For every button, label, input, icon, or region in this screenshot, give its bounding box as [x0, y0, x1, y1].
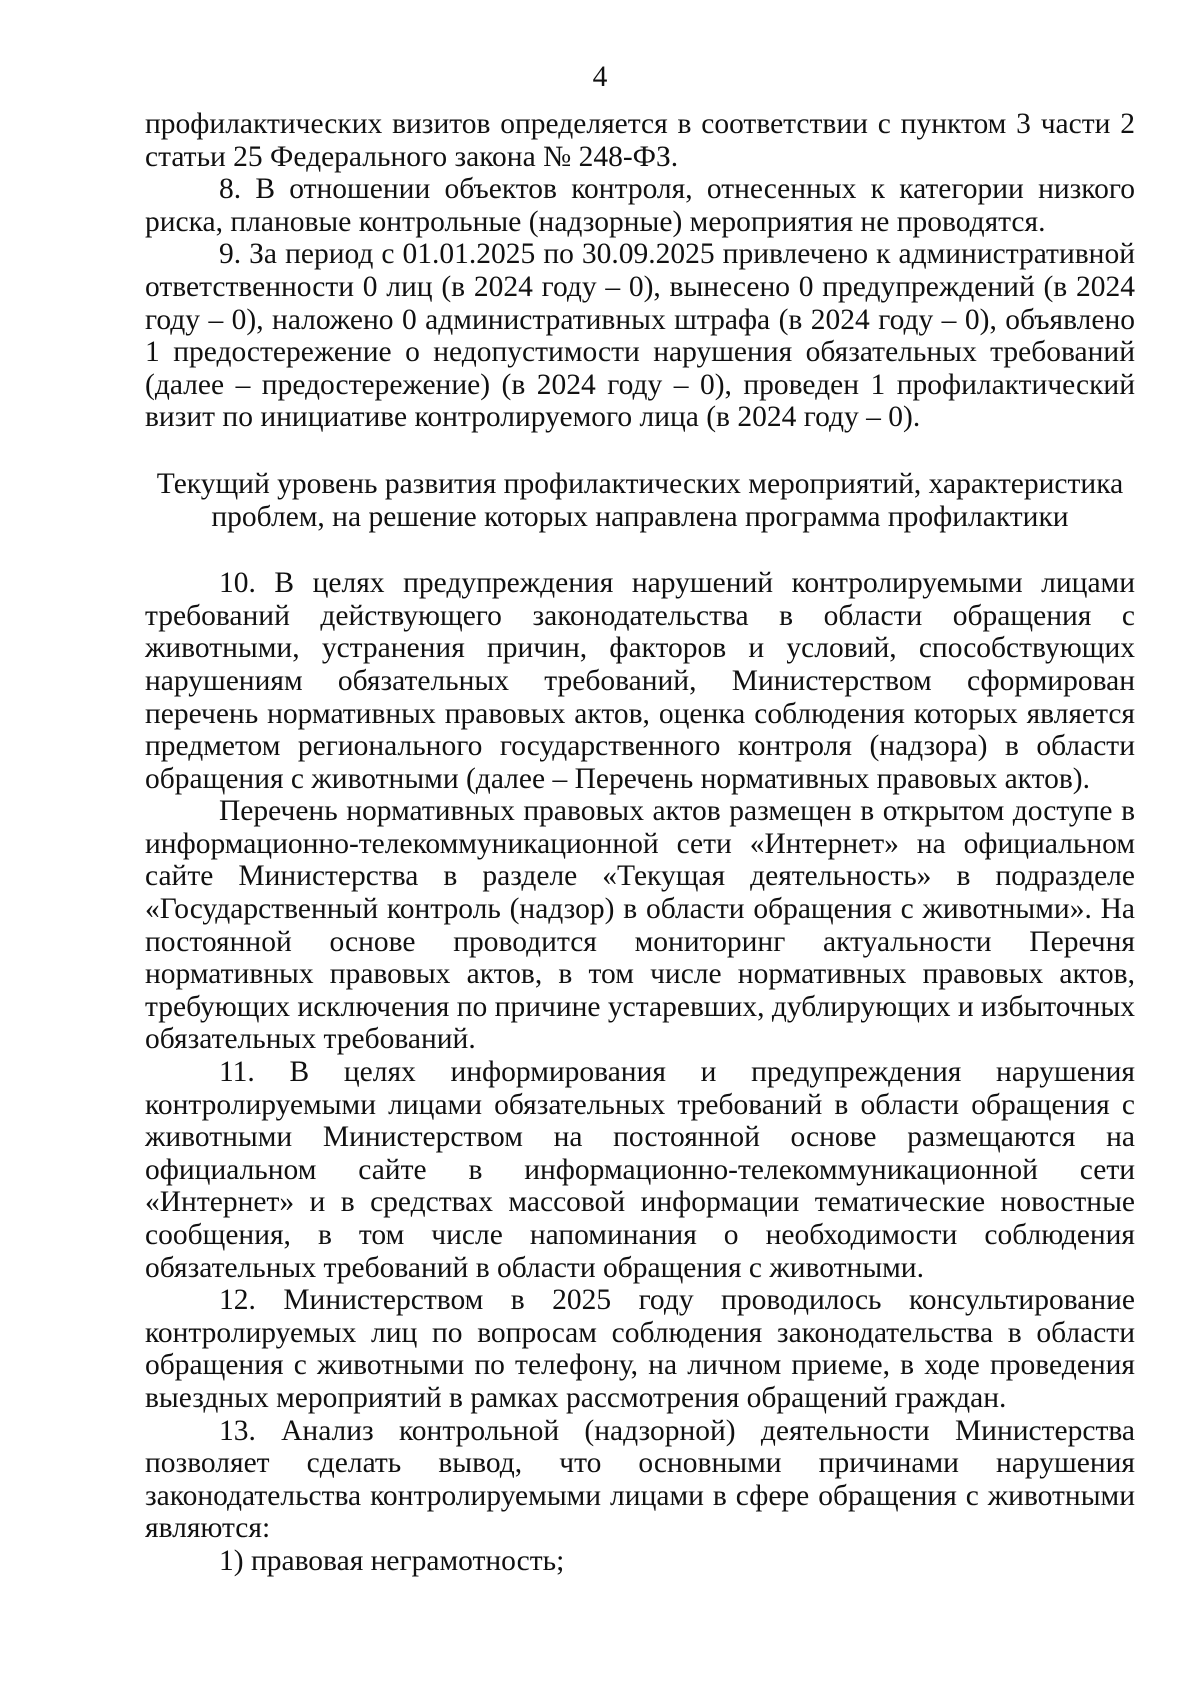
document-body: [145, 108, 1135, 1578]
paragraph-9: 9. За период с 01.01.2025 по 30.09.2025 привлечено к административной ответственности 0 лиц (в 2024 году – 0), вынесено 0 предупреждений (в 2024 году – 0), наложено 0 административных штрафа (в 2024 году – 0), объявлено 1 предостережение о недопустимости нарушения обязательных требований (далее – предостережение) (в 2024 году – 0), проведен 1 профилактический визит по инициативе контролируемого лица (в 2024 году – 0).: [145, 238, 1135, 434]
paragraph-13-item-1: 1) правовая неграмотность;: [219, 1544, 565, 1577]
paragraph-13: 13. Анализ контрольной (надзорной) деятельности Министерства позволяет сделать вывод, что основными причинами нарушения законодательства контролируемыми лицами в сфере обращения с животными являются:: [145, 1414, 1135, 1545]
section-heading-line-2: проблем, на решение которых направлена программа профилактики: [211, 500, 1069, 533]
section-heading: [145, 468, 1135, 533]
section-heading-line-1: Текущий уровень развития профилактических мероприятий, характеристика: [156, 467, 1124, 500]
paragraph-8: 8. В отношении объектов контроля, отнесенных к категории низкого риска, плановые контрольные (надзорные) мероприятия не проводятся.: [145, 173, 1135, 238]
paragraph-continuation: профилактических визитов определяется в соответствии с пунктом 3 части 2 статьи 25 Федерального закона № 248-ФЗ.: [145, 108, 1135, 173]
paragraph-11: 11. В целях информирования и предупреждения нарушения контролируемыми лицами обязательных требований в области обращения с животными Министерством на постоянной основе размещаются на официальном сайте в информационно-телекоммуникационной сети «Интернет» и в средствах массовой информации тематические новостные сообщения, в том числе напоминания о необходимости соблюдения обязательных требований в области обращения с животными.: [145, 1056, 1135, 1284]
paragraph-12: 12. Министерством в 2025 году проводилось консультирование контролируемых лиц по вопросам соблюдения законодательства в области обращения с животными по телефону, на личном приеме, в ходе проведения выездных мероприятий в рамках рассмотрения обращений граждан.: [145, 1284, 1135, 1414]
paragraph-10-list-publication: Перечень нормативных правовых актов размещен в открытом доступе в информационно-телекоммуникационной сети «Интернет» на официальном сайте Министерства в разделе «Текущая деятельность» в подразделе «Государственный контроль (надзор) в области обращения с животными». На постоянной основе проводится мониторинг актуальности Перечня нормативных правовых актов, в том числе нормативных правовых актов, требующих исключения по причине устаревших, дублирующих и избыточных обязательных требований.: [145, 795, 1135, 1056]
page-number: 4: [592, 61, 608, 93]
paragraph-10: 10. В целях предупреждения нарушений контролируемыми лицами требований действующего законодательства в области обращения с животными, устранения причин, факторов и условий, способствующих нарушениям обязательных требований, Министерством сформирован перечень нормативных правовых актов, оценка соблюдения которых является предметом регионального государственного контроля (надзора) в области обращения с животными (далее – Перечень нормативных правовых актов).: [145, 567, 1135, 795]
